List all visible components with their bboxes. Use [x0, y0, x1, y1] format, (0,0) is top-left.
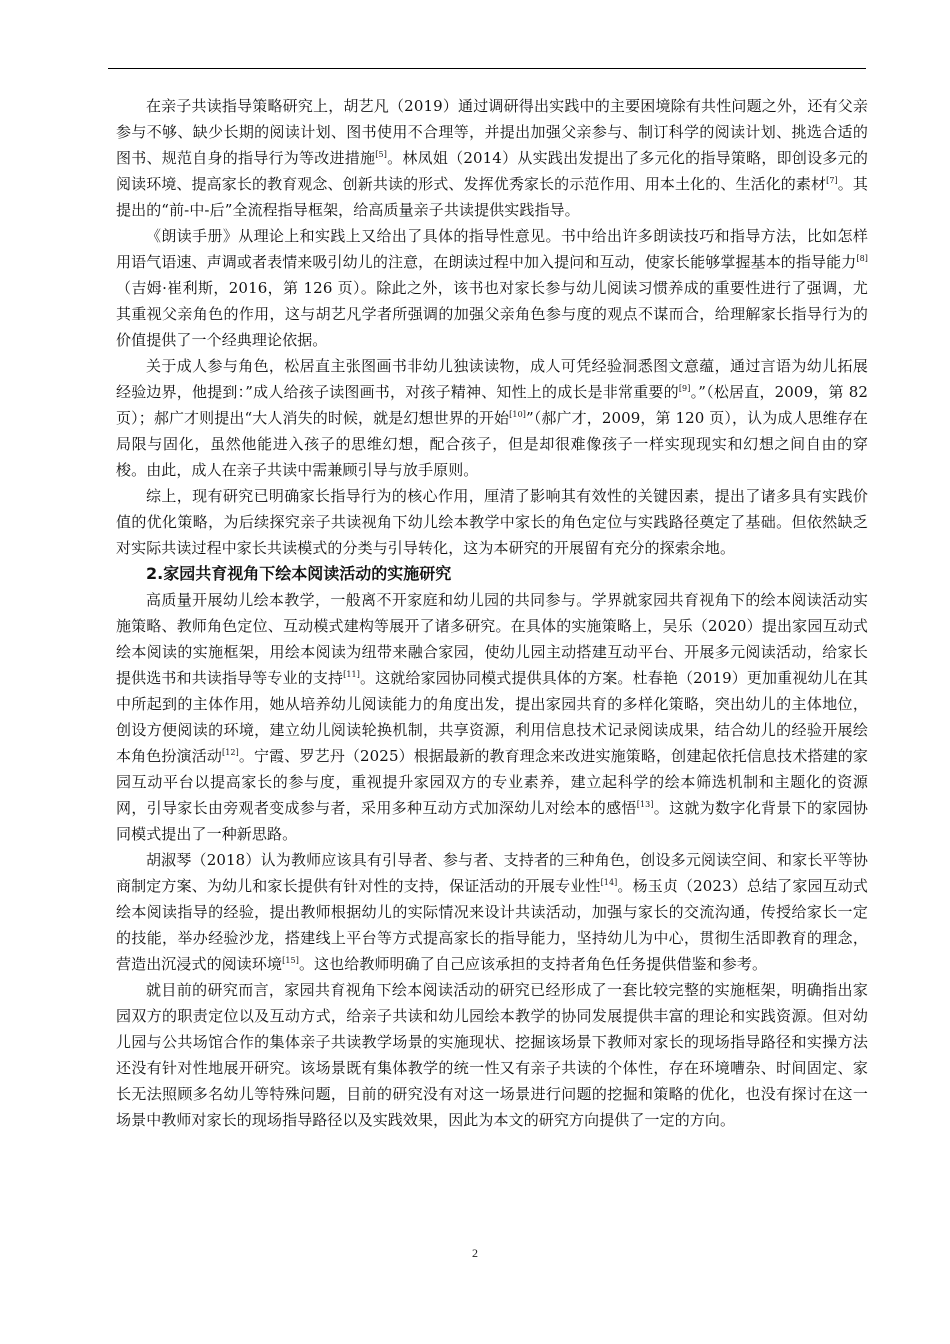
- paragraph: 关于成人参与角色，松居直主张图画书非幼儿独读读物，成人可凭经验洞悉图文意蕴，通过言语为幼儿拓展经验边界，他提到：”成人给孩子读图画书，对孩子精神、知性上的成长是非常重要的[9]。”（松居直，2009，第 82 页）；郝广才则提出“大人消失的时候，就是幻想世界的开始[10]”（郝广才，2009，第 120 页），认为成人思维存在局限与固化，虽然他能进入孩子的思维幻想，配合孩子，但是却很难像孩子一样实现现实和幻想之间自由的穿梭。由此，成人在亲子共读中需兼顾引导与放手原则。: [116, 357, 869, 479]
- citation: [7]: [826, 176, 838, 185]
- citation: [8]: [856, 254, 868, 263]
- section-heading: 2.家园共育视角下绘本阅读活动的实施研究: [146, 564, 452, 583]
- paragraph: 就目前的研究而言，家园共育视角下绘本阅读活动的研究已经形成了一套比较完整的实施框架，明确指出家园双方的职责定位以及互动方式，给亲子共读和幼儿园绘本教学的协同发展提供丰富的理论和实践资源。但对幼儿园与公共场馆合作的集体亲子共读教学场景的实施现状、挖掘该场景下教师对家长的现场指导路径和实操方法还没有针对性地展开研究。该场景既有集体教学的统一性又有亲子共读的个体性，存在环境嘈杂、时间固定、家长无法照顾多名幼儿等特殊问题，目前的研究没有对这一场景进行问题的挖掘和策略的优化，也没有探讨在这一场景中教师对家长的现场指导路径以及实践效果，因此为本文的研究方向提供了一定的方向。: [116, 981, 868, 1129]
- paragraph: 胡淑琴（2018）认为教师应该具有引导者、参与者、支持者的三种角色，创设多元阅读空间、和家长平等协商制定方案、为幼儿和家长提供有针对性的支持，保证活动的开展专业性[14]。杨玉贞（2023）总结了家园互动式绘本阅读指导的经验，提出教师根据幼儿的实际情况来设计共读活动，加强与家长的交流沟通，传授给家长一定的技能，举办经验沙龙，搭建线上平台等方式提高家长的指导能力，坚持幼儿为中心，贯彻生活即教育的理念，营造出沉浸式的阅读环境[15]。这也给教师明确了自己应该承担的支持者角色任务提供借鉴和参考。: [116, 851, 868, 973]
- body-text: [116, 93, 868, 1133]
- page-number: 2: [472, 1246, 478, 1260]
- citation: [9]: [678, 384, 691, 393]
- citation: [13]: [636, 800, 654, 809]
- paragraph: 《朗读手册》从理论上和实践上又给出了具体的指导性意见。书中给出许多朗读技巧和指导方法，比如怎样用语气语速、声调或者表情来吸引幼儿的注意，在朗读过程中加入提问和互动，使家长能够掌握基本的指导能力[8]（吉姆·崔利斯，2016，第 126 页）。除此之外，该书也对家长参与幼儿阅读习惯养成的重要性进行了强调，尤其重视父亲角色的作用，这与胡艺凡学者所强调的加强父亲角色参与度的观点不谋而合，给理解家长指导行为的价值提供了一个经典理论依据。: [116, 227, 868, 349]
- citation: [5]: [375, 150, 387, 159]
- paragraph: 高质量开展幼儿绘本教学，一般离不开家庭和幼儿园的共同参与。学界就家园共育视角下的绘本阅读活动实施策略、教师角色定位、互动模式建构等展开了诸多研究。在具体的实施策略上，吴乐（2020）提出家园互动式绘本阅读的实施框架，用绘本阅读为纽带来融合家园，使幼儿园主动搭建互动平台、开展多元阅读活动，给家长提供选书和共读指导等专业的支持[11]。这就给家园协同模式提供具体的方案。杜春艳（2019）更加重视幼儿在其中所起到的主体作用，她从培养幼儿阅读能力的角度出发，提出家园共育的多样化策略，突出幼儿的主体地位，创设方便阅读的环境，建立幼儿阅读轮换机制，共享资源，利用信息技术记录阅读成果，结合幼儿的经验开展绘本角色扮演活动[12]。宁霞、罗艺丹（2025）根据最新的教育理念来改进实施策略，创建起依托信息技术搭建的家园互动平台以提高家长的参与度，重视提升家园双方的专业素养，建立起科学的绘本筛选机制和主题化的资源网，引导家长由旁观者变成参与者，采用多种互动方式加深幼儿对绘本的感悟[13]。这就为数字化背景下的家园协同模式提出了一种新思路。: [116, 591, 869, 843]
- paragraph: 综上，现有研究已明确家长指导行为的核心作用，厘清了影响其有效性的关键因素，提出了诸多具有实践价值的优化策略，为后续探究亲子共读视角下幼儿绘本教学中家长的角色定位与实践路径奠定了基础。但依然缺乏对实际共读过程中家长共读模式的分类与引导转化，这为本研究的开展留有充分的探索余地。: [116, 487, 868, 557]
- citation: [15]: [282, 956, 299, 965]
- citation: [10]: [509, 410, 526, 419]
- citation: [14]: [600, 878, 618, 887]
- paragraph: 在亲子共读指导策略研究上，胡艺凡（2019）通过调研得出实践中的主要困境除有共性问题之外，还有父亲参与不够、缺少长期的阅读计划、图书使用不合理等，并提出加强父亲参与、制订科学的阅读计划、挑选合适的图书、规范自身的指导行为等改进措施[5]。林凤姐（2014）从实践出发提出了多元化的指导策略，即创设多元的阅读环境、提高家长的教育观念、创新共读的形式、发挥优秀家长的示范作用、用本土化的、生活化的素材[7]。其提出的“前-中-后”全流程指导框架，给高质量亲子共读提供实践指导。: [116, 97, 868, 219]
- header-rule: [108, 68, 866, 69]
- citation: [11]: [343, 670, 360, 679]
- citation: [12]: [222, 748, 239, 757]
